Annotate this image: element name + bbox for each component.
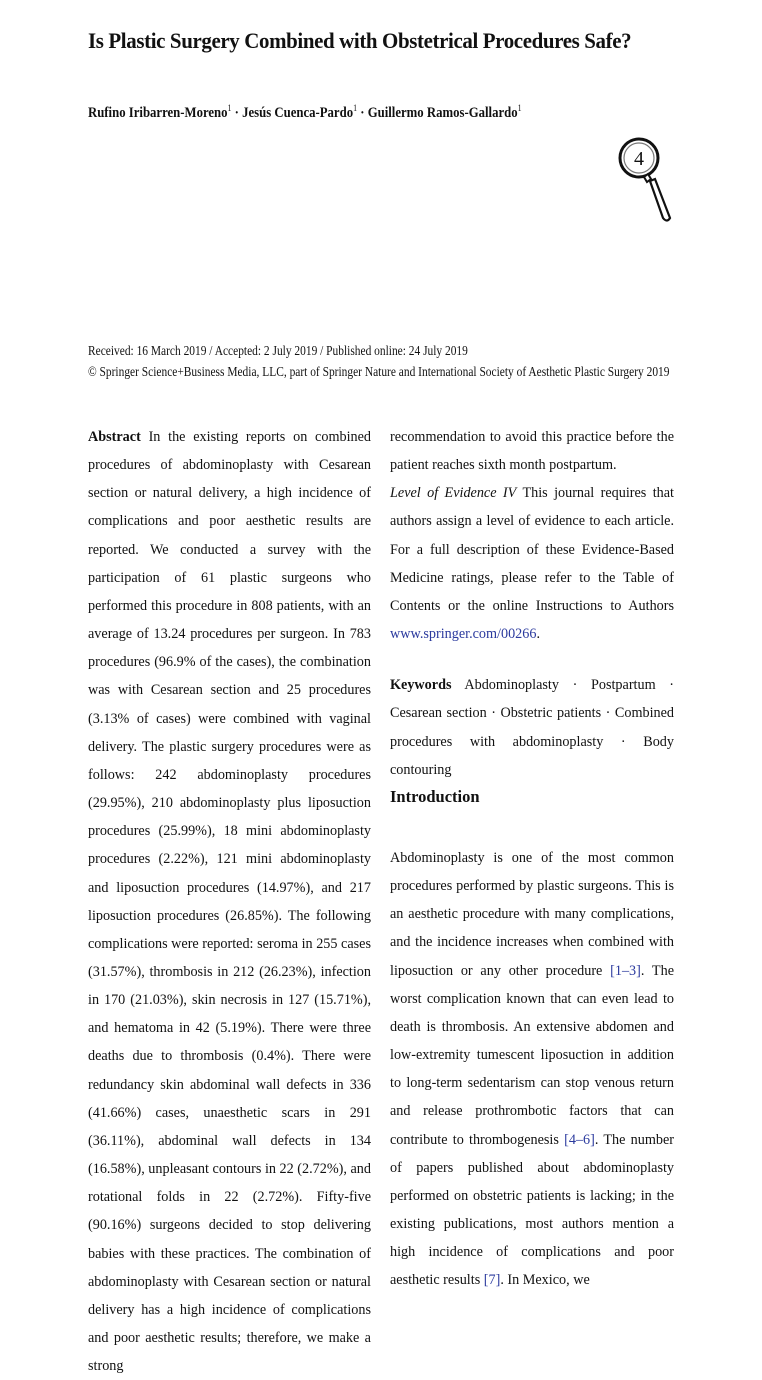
author-affiliation: 1 [353, 103, 358, 113]
level-of-evidence-label: Level of Evidence IV [390, 485, 517, 502]
abstract-label: Abstract [88, 429, 141, 445]
magnifier-badge-icon [617, 124, 675, 224]
level-of-evidence-text: This journal requires that authors assign a level of evidence to each article. For a full description of these Evidence-Based Medicine ratings, please refer to the Table of Contents or the online Instructions to Authors [390, 485, 674, 614]
copyright-line: © Springer Science+Business Media, LLC, part of Springer Nature and International Society of Aesthetic Plastic Surgery 2019 [88, 364, 670, 379]
abstract-text: In the existing reports on combined procedures of abdominoplasty with Cesarean section or natural delivery, a high incidence of complications and poor aesthetic results are reported. We conducted a survey with the participation of 61 plastic surgeons who performed this procedure in 808 patients, with an average of 13.24 procedures per surgeon. In 783 procedures (96.9% of the cases), the combination was with Cesarean section and 25 procedures (3.13% of cases) were combined with vaginal delivery. The plastic surgery procedures were as follows: 242 abdominoplasty procedures (29.95%), 210 abdominoplasty plus liposuction procedures (25.99%), 18 mini abdominoplasty procedures (2.22%), 121 mini abdominoplasty and liposuction procedures (14.97%), and 217 liposuction procedures (26.85%). The following complications were reported: seroma in 255 cases (31.57%), thrombosis in 212 (26.23%), infection in 170 (21.03%), skin necrosis in 127 (15.71%), and hematoma in 42 (5.19%). There were three deaths due to thrombosis (0.4%). There were redundancy skin abdominal wall defects in 336 (41.66%) cases, unaesthetic scars in 291 (36.11%), abdominal wall defects in 134 (16.58%), unpleasant contours in 22 (2.72%), and rotational folds in 22 (2.72%). Fifty-five (90.16%) surgeons decided to stop delivering babies with these practices. The combination of abdominoplasty with Cesarean section or natural delivery has a high incidence of complications and poor aesthetic results; therefore, we make a strong [88, 429, 371, 1375]
publication-info [88, 340, 669, 382]
author-separator: · [357, 104, 368, 121]
dates-line: Received: 16 March 2019 / Accepted: 2 July 2019 / Published online: 24 July 2019 [88, 343, 468, 358]
intro-text: . The number of papers published about abdominoplasty performed on obstetric patients is lacking; in the existing publications, most authors mention a high incidence of complications and poor aesthetic results [390, 1131, 674, 1289]
article-title: Is Plastic Surgery Combined with Obstetrical Procedures Safe? [88, 28, 632, 53]
citation-link[interactable]: [4–6] [564, 1131, 595, 1148]
springer-link[interactable]: www.springer.com/00266 [390, 626, 537, 643]
author-name: Rufino Iribarren-Moreno [88, 104, 228, 121]
author-affiliation: 1 [517, 103, 522, 113]
keywords-text: Abdominoplasty · Postpartum · Cesarean section · Obstetric patients · Combined procedures with abdominoplasty · Body contouring [390, 677, 674, 778]
author-name: Jesús Cuenca-Pardo [242, 104, 354, 121]
keywords-label: Keywords [390, 677, 452, 694]
level-of-evidence-end: . [536, 626, 540, 643]
author-name: Guillermo Ramos-Gallardo [367, 104, 518, 121]
abstract-column [88, 423, 371, 1380]
citation-link[interactable]: [7] [483, 1272, 501, 1289]
author-list [88, 103, 522, 122]
intro-text: . The worst complication known that can even lead to death is thrombosis. An extensive abdomen and low-extremity tumescent liposuction in addition to long-term sedentarism can stop venous return and release prothrombotic factors that can contribute to thrombogenesis [390, 962, 674, 1148]
author-affiliation: 1 [227, 103, 232, 113]
author-separator: · [231, 104, 243, 121]
intro-text: . In Mexico, we [500, 1272, 590, 1289]
right-column [390, 423, 674, 784]
badge-number: 4 [634, 148, 644, 170]
introduction-heading: Introduction [390, 787, 480, 806]
abstract-continuation: recommendation to avoid this practice before the patient reaches sixth month postpartum. [390, 429, 674, 474]
introduction-text [390, 844, 674, 1295]
intro-text: Abdominoplasty is one of the most common procedures performed by plastic surgeons. This is an aesthetic procedure with many complications, and the incidence increases when combined with liposuction or any other procedure [390, 850, 674, 979]
citation-link[interactable]: [1–3] [610, 962, 641, 979]
